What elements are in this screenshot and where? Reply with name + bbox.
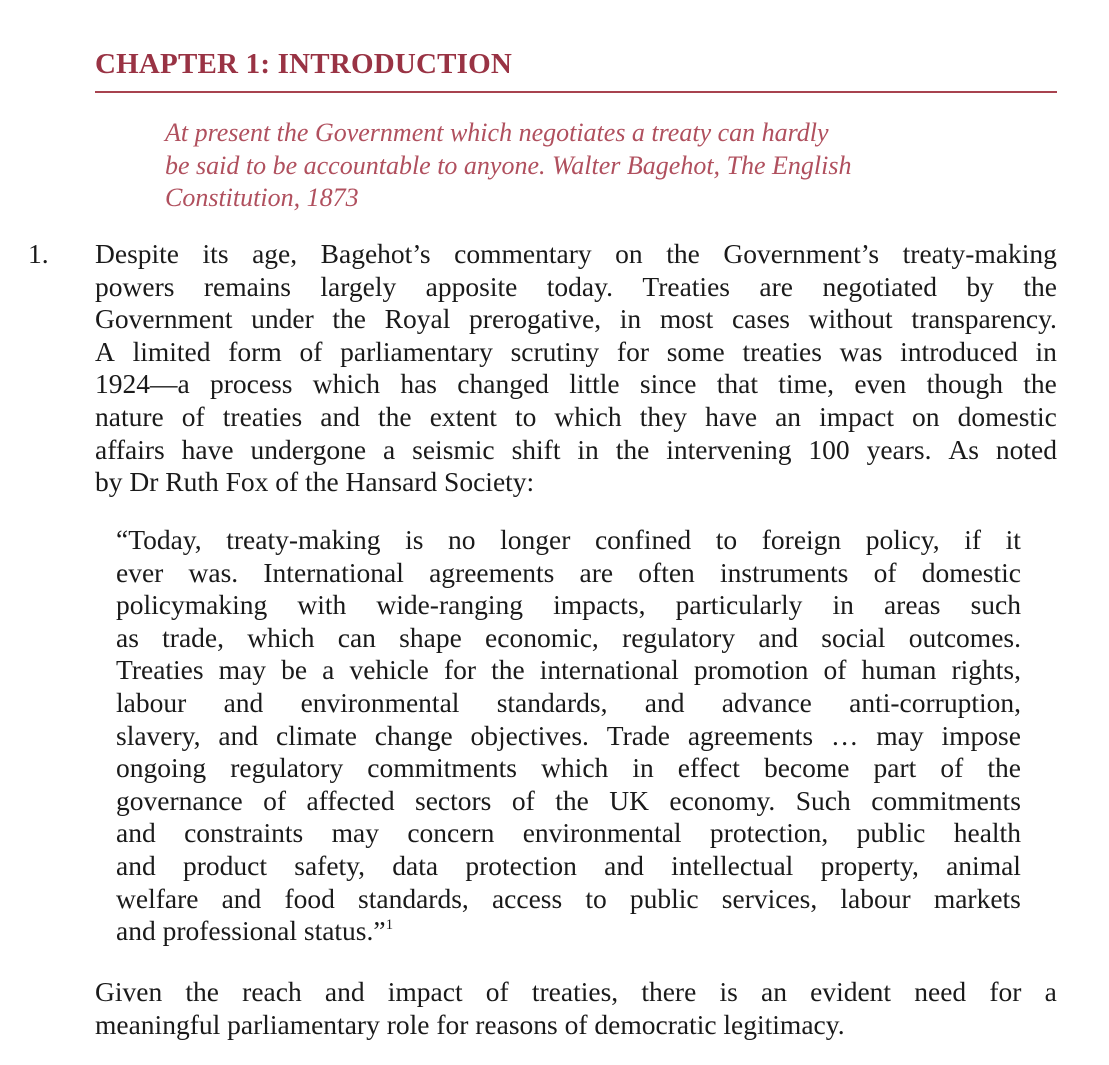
quote-line [116,654,1021,687]
text-line [95,976,1057,1009]
word: the [987,752,1021,784]
word: data [392,849,439,881]
word: without [808,303,893,335]
paragraph-continuation [95,976,1057,1041]
word: concern [407,817,495,849]
word: have [181,433,234,465]
word: regulatory [230,752,344,784]
word: they [639,400,688,432]
word: “Today, [116,524,202,555]
word: scrutiny [510,335,600,367]
word: extent [429,400,497,432]
word: standards, [496,686,608,718]
word: trade, [162,621,225,653]
quote-line [116,557,1021,590]
word: negotiated [822,270,937,302]
epigraph-line: Constitution, 1873 [165,183,359,212]
word: even [854,368,907,400]
word: protection, [709,817,829,849]
word: prerogative, [469,303,602,335]
word: markets [933,882,1021,914]
word: which [554,400,622,432]
word: shape [399,621,462,653]
word: policy, [865,524,940,555]
quote-line [116,589,1021,622]
word: as [116,621,139,653]
word: affected [306,784,395,816]
word: often [638,556,695,588]
word: rights, [951,654,1021,686]
word: As [948,433,979,465]
word: UK [609,784,649,816]
word: and [116,849,156,881]
word: affairs [95,433,165,465]
word: … [830,719,859,751]
word: and [218,719,259,751]
word: property, [820,849,919,881]
word: has [400,368,437,400]
word: form [228,335,282,367]
word: Royal [384,303,451,335]
word: today. [546,270,613,302]
word: to [585,882,607,914]
word: is [405,524,424,555]
word: if [964,524,982,555]
word: treaties [742,335,822,367]
word: and [644,686,685,718]
text-line [95,271,1057,304]
word: remains [203,270,291,302]
word: of [181,400,205,432]
word: standards, [358,882,469,914]
word: public [856,817,926,849]
word: and [116,817,156,849]
word: regulatory [622,621,736,653]
word: in [832,589,854,621]
word: of [823,654,847,686]
word: food [284,882,335,914]
word: may [331,817,379,849]
word: wide-ranging [376,589,523,621]
word: slavery, [116,719,201,751]
word: confined [594,524,692,555]
word: may [218,654,267,686]
epigraph-line: be said to be accountable to anyone. Walter Bagehot, The English [165,150,852,180]
word: undergone [250,433,367,465]
word: which [541,752,609,784]
word: treaties, [531,976,619,1007]
word: Bagehot’s [320,238,431,269]
word: of [263,784,287,816]
word: though [926,368,1003,400]
quote-line [116,883,1021,916]
word: for [989,976,1022,1007]
word: nature [95,400,164,432]
word: limited [132,335,211,367]
quote-line-text: and professional status.” [116,915,386,947]
word: impact [819,400,894,432]
word: safety, [294,849,366,881]
word: transparency. [911,303,1057,335]
word: years. [866,433,932,465]
epigraph [165,117,945,215]
word: areas [883,589,941,621]
word: policymaking [116,589,268,621]
word: human [861,654,937,686]
text-line: meaningful parliamentary role for reasons of democratic legitimacy. [95,1008,845,1040]
word: noted [995,433,1057,465]
quote-line [116,752,1021,785]
word: agreements [687,719,814,751]
word: commitments [367,752,517,784]
text-line [95,336,1057,369]
word: apposite [425,270,518,302]
word: of [299,335,323,367]
word: and [320,400,360,432]
word: governance [116,784,243,816]
word: are [579,556,614,588]
word: treaty-making [902,238,1057,269]
word: a [383,433,396,465]
quote-line [116,915,1021,948]
word: anti-corruption, [849,686,1021,718]
word: particularly [675,589,803,621]
word: agreements [429,556,555,588]
word: Given [95,976,163,1007]
word: most [659,303,714,335]
word: effect [677,752,740,784]
word: of [873,556,897,588]
footnote-reference[interactable]: 1 [385,917,394,934]
text-line [95,401,1057,434]
word: the [378,400,412,432]
word: time, [778,368,835,400]
word: ever [116,556,164,588]
word: on [912,400,940,432]
word: since [639,368,697,400]
word: and [758,621,799,653]
word: intervening [666,433,792,465]
word: environmental [522,817,682,849]
word: cases [731,303,790,335]
word: age, [252,238,298,269]
word: have [705,400,758,432]
word: in [632,752,654,784]
word: treaties [222,400,303,432]
word: a [1044,976,1057,1007]
word: of [485,976,509,1007]
word: be [281,654,308,686]
quote-line [116,817,1021,850]
word: constraints [184,817,304,849]
quote-line [116,850,1021,883]
word: little [569,368,620,400]
word: shift [511,433,561,465]
word: reach [242,976,302,1007]
word: labour [840,882,911,914]
word: public [629,882,699,914]
word: social [821,621,886,653]
word: intellectual [671,849,794,881]
quote-line [116,687,1021,720]
word: no [448,524,476,555]
word: and [221,882,262,914]
text-line [95,303,1057,336]
word: the [1023,270,1057,302]
word: of [511,784,535,816]
word: on [615,238,643,269]
word: may [876,719,924,751]
word: outcomes. [908,621,1021,653]
quote-line [116,622,1021,655]
word: of [940,752,964,784]
word: services, [721,882,818,914]
word: parliamentary [340,335,493,367]
word: economic, [485,621,599,653]
word: an [760,976,787,1007]
word: environmental [300,686,460,718]
word: instruments [720,556,849,588]
word: it [1005,524,1021,555]
quote-line [116,720,1021,753]
word: and [324,976,365,1007]
word: in [1035,335,1057,367]
word: sectors [415,784,492,816]
word: seismic [412,433,495,465]
paragraph-number: 1. [28,238,49,269]
word: there [641,976,697,1007]
word: the [491,654,525,686]
word: International [263,556,404,588]
word: was [839,335,883,367]
epigraph-line: At present the Government which negotiates a treaty can hardly [165,118,829,147]
word: objectives. [470,719,589,751]
word: 1924—a [95,368,190,400]
word: 100 [808,433,850,465]
block-quote [116,524,1021,948]
word: for [616,335,649,367]
word: treaty-making [226,524,381,555]
word: economy. [669,784,776,816]
word: the [555,784,589,816]
word: and [604,849,644,881]
word: largely [320,270,397,302]
word: an [775,400,802,432]
word: was. [188,556,239,588]
word: changed [457,368,549,400]
word: health [953,817,1021,849]
word: ongoing [116,752,207,784]
word: powers [95,270,175,302]
word: such [970,589,1021,621]
word: in [619,303,642,335]
word: process [210,368,293,400]
word: the [615,433,650,465]
text-line: by Dr Ruth Fox of the Hansard Society: [95,466,535,498]
text-line [95,368,1057,401]
word: impose [941,719,1021,751]
word: vehicle [349,654,429,686]
text-line [95,434,1057,467]
word: labour [116,686,187,718]
word: which [247,621,315,653]
word: commentary [454,238,592,269]
word: commitments [871,784,1021,816]
word: need [914,976,967,1007]
word: Treaties [116,654,204,686]
paragraph-body [95,238,1057,499]
word: which [312,368,381,400]
word: to [715,524,738,555]
word: the [185,976,219,1007]
word: the [1023,368,1057,400]
word: a [322,654,335,686]
word: its [202,238,229,269]
word: that [716,368,758,400]
word: Government’s [723,238,880,269]
word: in [577,433,599,465]
word: for [443,654,477,686]
word: and [223,686,264,718]
word: with [297,589,347,621]
word: the [332,303,367,335]
word: access [491,882,563,914]
word: welfare [116,882,199,914]
word: Trade [606,719,670,751]
word: to [514,400,537,432]
word: are [759,270,793,302]
word: change [374,719,453,751]
word: under [251,303,314,335]
quote-line [116,785,1021,818]
word: some [666,335,725,367]
word: the [666,238,700,269]
word: introduced [900,335,1018,367]
word: Such [795,784,851,816]
word: animal [946,849,1021,881]
word: protection [465,849,577,881]
chapter-heading: CHAPTER 1: INTRODUCTION [95,48,1057,93]
word: international [539,654,679,686]
word: promotion [693,654,809,686]
word: product [182,849,267,881]
word: Treaties [642,270,730,302]
word: part [873,752,917,784]
word: by [966,270,994,302]
word: can [337,621,376,653]
word: evident [810,976,892,1007]
word: longer [500,524,571,555]
text-line [95,238,1057,271]
word: climate [275,719,357,751]
word: advance [721,686,812,718]
word: A [95,335,115,367]
quote-line [116,524,1021,557]
word: foreign [761,524,842,555]
word: Government [95,303,233,335]
word: become [763,752,850,784]
word: domestic [921,556,1021,588]
word: impact [387,976,463,1007]
word: Despite [95,238,180,269]
word: domestic [957,400,1057,432]
word: impacts, [553,589,646,621]
word: is [719,976,738,1007]
